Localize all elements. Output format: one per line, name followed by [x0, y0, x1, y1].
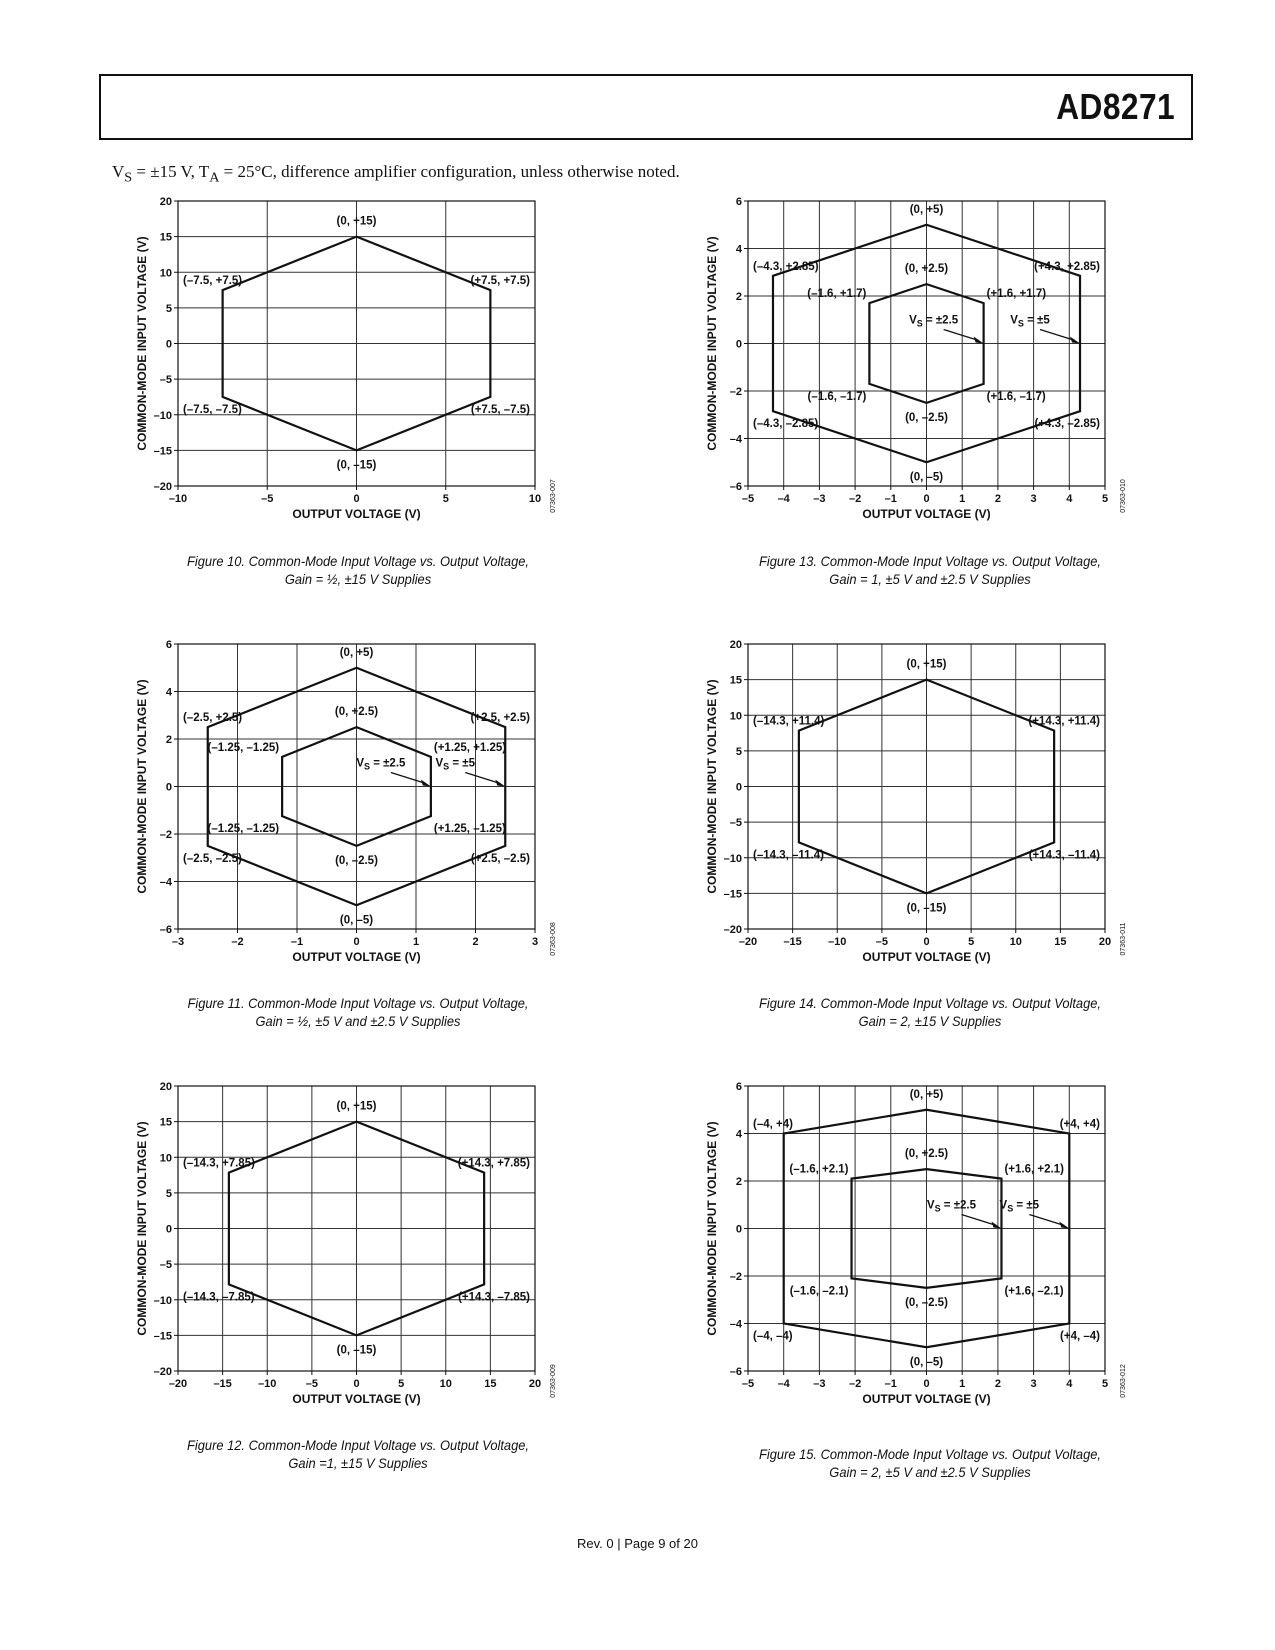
point-annotation: (–4.3, +2.85): [753, 260, 819, 273]
arrow-head: [1070, 337, 1080, 344]
arrow-line: [391, 773, 426, 784]
point-annotation: (+4.3, +2.85): [1034, 260, 1100, 273]
caption-figure-14: [709, 994, 1151, 1030]
series-label: $V_S = \pm 2.5$: [356, 757, 406, 772]
y-tick-label: –6: [159, 924, 172, 936]
point-annotation: (+4, –4): [1060, 1330, 1100, 1343]
figure-code: 07363-009: [550, 1364, 557, 1398]
y-tick-label: 20: [729, 639, 742, 651]
caption-line-1: Figure 12. Common-Mode Input Voltage vs. Output Voltage,: [187, 1437, 529, 1453]
x-tick-label: –10: [258, 1378, 277, 1390]
series-label: $V_S = \pm 5$: [999, 1199, 1040, 1214]
y-axis-title: COMMON-MODE INPUT VOLTAGE (V): [135, 236, 149, 451]
y-tick-label: –5: [729, 817, 742, 830]
y-tick-label: 4: [735, 1128, 742, 1141]
x-tick-label: 2: [994, 493, 1001, 505]
page-footer: Rev. 0 | Page 9 of 20: [577, 1536, 698, 1551]
point-annotation: (0, –2.5): [905, 1296, 948, 1309]
point-annotation: (+2.5, –2.5): [470, 852, 530, 865]
y-tick-label: 6: [735, 196, 742, 208]
series-label: $V_S = \pm 5$: [1010, 314, 1050, 329]
x-tick-label: 5: [442, 493, 449, 505]
x-tick-label: –10: [828, 936, 847, 948]
point-annotation: (+2.5, +2.5): [470, 712, 530, 725]
point-annotation: (–4.3, –2.85): [753, 418, 819, 431]
x-tick-label: –3: [813, 493, 826, 505]
point-annotation: (–7.5, +7.5): [183, 275, 243, 288]
y-axis-title: COMMON-MODE INPUT VOLTAGE (V): [135, 1121, 149, 1336]
y-tick-label: 10: [729, 710, 742, 723]
caption-line-1: Figure 10. Common-Mode Input Voltage vs. Output Voltage,: [187, 553, 529, 569]
x-tick-label: 20: [1098, 936, 1112, 948]
y-tick-label: 0: [735, 338, 742, 351]
figure-code: 07363-008: [550, 922, 557, 956]
y-tick-label: 6: [165, 639, 172, 651]
caption-line-2: Gain = ½, ±15 V Supplies: [284, 571, 432, 587]
point-annotation: (0, –15): [906, 902, 947, 915]
x-tick-label: 15: [1054, 936, 1067, 948]
x-tick-label: –20: [738, 936, 758, 948]
point-annotation: (+1.25, +1.25): [433, 741, 507, 754]
point-annotation: (0, –15): [336, 459, 377, 472]
caption-figure-15: [709, 1445, 1151, 1481]
x-tick-label: 0: [353, 1378, 360, 1390]
point-annotation: (+1.6, +2.1): [1004, 1163, 1064, 1176]
point-annotation: (–1.6, –1.7): [807, 390, 867, 403]
point-annotation: (0, –5): [339, 914, 374, 927]
x-tick-label: 3: [1030, 493, 1037, 505]
point-annotation: (0, +2.5): [904, 1148, 949, 1161]
y-tick-label: –15: [153, 1330, 172, 1343]
x-tick-label: 5: [1101, 493, 1109, 505]
figure-code: 07363-011: [1120, 922, 1127, 956]
x-tick-label: 0: [923, 1378, 930, 1390]
x-tick-label: 2: [994, 1378, 1001, 1390]
x-tick-label: 1: [959, 1378, 966, 1390]
point-annotation: (+1.25, –1.25): [433, 823, 506, 836]
arrow-head: [495, 780, 505, 787]
x-tick-label: –1: [884, 1378, 897, 1390]
point-annotation: (+1.6, –2.1): [1004, 1285, 1064, 1298]
x-tick-label: –15: [783, 936, 802, 948]
point-annotation: (–1.6, +1.7): [807, 288, 867, 301]
y-tick-label: –5: [159, 1259, 172, 1272]
x-axis-title: OUTPUT VOLTAGE (V): [862, 507, 991, 521]
y-tick-label: 20: [159, 1081, 172, 1093]
point-annotation: (–1.25, –1.25): [207, 823, 280, 836]
y-tick-label: 5: [165, 1187, 172, 1200]
y-tick-label: 0: [735, 1223, 742, 1236]
series-label: $V_S = \pm 2.5$: [909, 314, 959, 329]
y-tick-label: –6: [729, 1366, 742, 1378]
y-tick-label: –10: [723, 852, 742, 865]
x-tick-label: –5: [741, 1378, 755, 1390]
point-annotation: (–1.6, +2.1): [789, 1163, 849, 1176]
y-tick-label: 15: [729, 674, 742, 687]
y-tick-label: 4: [165, 686, 172, 699]
x-tick-label: 20: [528, 1378, 542, 1390]
point-annotation: (–14.3, +7.85): [183, 1157, 255, 1170]
x-tick-label: –15: [213, 1378, 232, 1390]
point-annotation: (0, +15): [336, 215, 377, 228]
figure-code: 07363-012: [1120, 1364, 1127, 1398]
caption-figure-10: [137, 552, 579, 588]
x-axis-title: OUTPUT VOLTAGE (V): [292, 1392, 421, 1406]
chart-figure-13: [700, 195, 1160, 535]
series-label: $V_S = \pm 5$: [435, 757, 476, 772]
y-axis-title: COMMON-MODE INPUT VOLTAGE (V): [705, 679, 719, 894]
chart-figure-12: [130, 1080, 590, 1420]
arrow-line: [1029, 1215, 1064, 1226]
chart-figure-15: [700, 1080, 1160, 1420]
caption-line-1: Figure 14. Common-Mode Input Voltage vs. Output Voltage,: [759, 995, 1101, 1011]
x-tick-label: 15: [484, 1378, 497, 1390]
arrow-line: [944, 330, 979, 341]
caption-line-1: Figure 15. Common-Mode Input Voltage vs. Output Voltage,: [759, 1446, 1101, 1462]
point-annotation: (+7.5, +7.5): [470, 275, 530, 288]
x-tick-label: –5: [875, 936, 888, 948]
point-annotation: (–1.6, –2.1): [789, 1285, 849, 1298]
x-tick-label: –3: [171, 936, 185, 948]
caption-figure-12: [137, 1436, 579, 1472]
caption-line-1: Figure 11. Common-Mode Input Voltage vs. Output Voltage,: [187, 995, 529, 1011]
x-tick-label: –2: [848, 1378, 862, 1390]
point-annotation: (0, +15): [906, 658, 947, 671]
y-tick-label: –6: [729, 481, 742, 493]
caption-line-1: Figure 13. Common-Mode Input Voltage vs. Output Voltage,: [759, 553, 1101, 569]
series-label: $V_S = \pm 2.5$: [926, 1199, 977, 1214]
x-tick-label: –3: [813, 1378, 826, 1390]
y-tick-label: 2: [735, 1176, 742, 1188]
y-tick-label: 0: [165, 338, 172, 351]
x-tick-label: 4: [1066, 1378, 1073, 1390]
arrow-head: [974, 337, 984, 344]
y-tick-label: 20: [159, 196, 172, 208]
x-tick-label: –4: [777, 493, 790, 505]
x-axis-title: OUTPUT VOLTAGE (V): [862, 950, 991, 964]
y-tick-label: 15: [159, 231, 172, 244]
x-tick-label: 3: [1030, 1378, 1037, 1390]
y-tick-label: 10: [159, 1152, 172, 1165]
point-annotation: (0, +5): [909, 203, 944, 216]
y-axis-title: COMMON-MODE INPUT VOLTAGE (V): [135, 679, 149, 894]
point-annotation: (–1.25, –1.25): [207, 741, 280, 754]
x-axis-title: OUTPUT VOLTAGE (V): [292, 950, 421, 964]
point-annotation: (0, –2.5): [335, 854, 378, 867]
point-annotation: (–2.5, +2.5): [183, 712, 243, 725]
point-annotation: (0, –15): [336, 1344, 377, 1357]
point-annotation: (+14.3, –11.4): [1028, 849, 1100, 862]
point-annotation: (–7.5, –7.5): [183, 403, 242, 416]
y-tick-label: 0: [165, 1223, 172, 1236]
x-tick-label: –20: [168, 1378, 188, 1390]
y-tick-label: –20: [723, 924, 742, 936]
x-tick-label: –5: [741, 493, 755, 505]
caption-line-2: Gain = 2, ±5 V and ±2.5 V Supplies: [829, 1464, 1031, 1480]
x-tick-label: –1: [884, 493, 897, 505]
x-tick-label: 10: [439, 1378, 452, 1390]
x-tick-label: 1: [959, 493, 966, 505]
point-annotation: (–14.3, –11.4): [753, 849, 824, 862]
chart-figure-11: [130, 638, 590, 978]
y-tick-label: 5: [735, 745, 742, 758]
chart-figure-10: [130, 195, 590, 535]
arrow-line: [465, 773, 500, 784]
page-header: [99, 74, 1193, 140]
y-tick-label: –10: [153, 1294, 172, 1307]
x-tick-label: –4: [777, 1378, 790, 1390]
point-annotation: (+14.3, –7.85): [458, 1291, 530, 1304]
chart-figure-14: [700, 638, 1160, 978]
point-annotation: (+14.3, +7.85): [457, 1157, 530, 1170]
x-tick-label: 5: [1101, 1378, 1109, 1390]
point-annotation: (+7.5, –7.5): [470, 403, 530, 416]
x-tick-label: –1: [290, 936, 304, 948]
y-axis-title: COMMON-MODE INPUT VOLTAGE (V): [705, 236, 719, 451]
x-tick-label: 3: [531, 936, 539, 948]
x-tick-label: –2: [848, 493, 862, 505]
point-annotation: (+4.3, –2.85): [1034, 418, 1100, 431]
arrow-line: [961, 1215, 996, 1226]
caption-line-2: Gain = ½, ±5 V and ±2.5 V Supplies: [255, 1013, 461, 1029]
point-annotation: (–2.5, –2.5): [183, 852, 242, 865]
x-axis-title: OUTPUT VOLTAGE (V): [292, 507, 421, 521]
y-tick-label: –20: [153, 481, 172, 493]
caption-figure-11: [137, 994, 579, 1030]
y-axis-title: COMMON-MODE INPUT VOLTAGE (V): [705, 1121, 719, 1336]
y-tick-label: –2: [159, 829, 172, 841]
x-tick-label: 2: [472, 936, 479, 948]
caption-line-2: Gain = 2, ±15 V Supplies: [858, 1013, 1002, 1029]
point-annotation: (0, +2.5): [334, 706, 379, 719]
point-annotation: (0, –5): [909, 1356, 944, 1369]
point-annotation: (0, –5): [909, 471, 944, 484]
y-tick-label: 10: [159, 267, 172, 280]
y-tick-label: 6: [735, 1081, 742, 1093]
y-tick-label: 2: [735, 291, 742, 303]
y-tick-label: –4: [159, 876, 172, 889]
point-annotation: (0, +2.5): [904, 263, 949, 276]
x-tick-label: 10: [528, 493, 542, 505]
caption-line-2: Gain =1, ±15 V Supplies: [288, 1455, 428, 1471]
part-number: AD8271: [1056, 86, 1175, 127]
test-conditions: $V_S = \pm 15$ V, $T_A = 25^\circ C$, difference amplifier configuration, unless otherwise noted.: [112, 162, 680, 186]
y-tick-label: 2: [165, 734, 172, 746]
x-tick-label: 0: [923, 493, 930, 505]
point-annotation: (0, +15): [336, 1100, 377, 1113]
point-annotation: (+1.6, –1.7): [986, 390, 1046, 403]
point-annotation: (0, –2.5): [905, 411, 948, 424]
point-annotation: (+1.6, +1.7): [986, 288, 1047, 301]
y-tick-label: –20: [153, 1366, 172, 1378]
y-tick-label: 4: [735, 243, 742, 256]
x-tick-label: 0: [923, 936, 930, 948]
point-annotation: (0, +5): [909, 1088, 944, 1101]
point-annotation: (–14.3, +11.4): [753, 715, 825, 728]
x-tick-label: –10: [168, 493, 188, 505]
y-tick-label: –15: [153, 445, 172, 458]
y-tick-label: –5: [159, 374, 172, 387]
point-annotation: (–4, –4): [753, 1330, 793, 1343]
x-tick-label: 4: [1066, 493, 1073, 505]
x-tick-label: 5: [968, 936, 975, 948]
point-annotation: (–14.3, –7.85): [183, 1291, 255, 1304]
arrow-head: [421, 780, 431, 787]
x-tick-label: 0: [353, 493, 360, 505]
figure-code: 07363-010: [1120, 479, 1127, 513]
y-tick-label: 5: [165, 302, 172, 315]
x-tick-label: 1: [412, 936, 420, 948]
y-tick-label: –2: [729, 1271, 742, 1283]
y-tick-label: 0: [735, 781, 742, 794]
point-annotation: (0, +5): [339, 646, 374, 659]
arrow-head: [991, 1222, 1001, 1229]
y-tick-label: 0: [165, 781, 172, 794]
x-tick-label: –5: [261, 493, 274, 505]
y-tick-label: –2: [729, 386, 742, 398]
point-annotation: (+4, +4): [1059, 1118, 1100, 1131]
y-tick-label: –4: [729, 1318, 742, 1331]
y-tick-label: –15: [723, 888, 742, 901]
caption-figure-13: [709, 552, 1151, 588]
y-tick-label: –10: [153, 409, 172, 422]
y-tick-label: –4: [729, 433, 742, 446]
point-annotation: (–4, +4): [753, 1118, 793, 1131]
x-tick-label: –5: [305, 1378, 318, 1390]
caption-line-2: Gain = 1, ±5 V and ±2.5 V Supplies: [829, 571, 1031, 587]
x-tick-label: 10: [1009, 936, 1022, 948]
y-tick-label: 15: [159, 1116, 172, 1129]
x-tick-label: –2: [231, 936, 244, 948]
x-axis-title: OUTPUT VOLTAGE (V): [862, 1392, 991, 1406]
figure-code: 07363-007: [550, 479, 557, 513]
x-tick-label: 0: [353, 936, 360, 948]
x-tick-label: 5: [398, 1378, 405, 1390]
point-annotation: (+14.3, +11.4): [1028, 715, 1100, 728]
